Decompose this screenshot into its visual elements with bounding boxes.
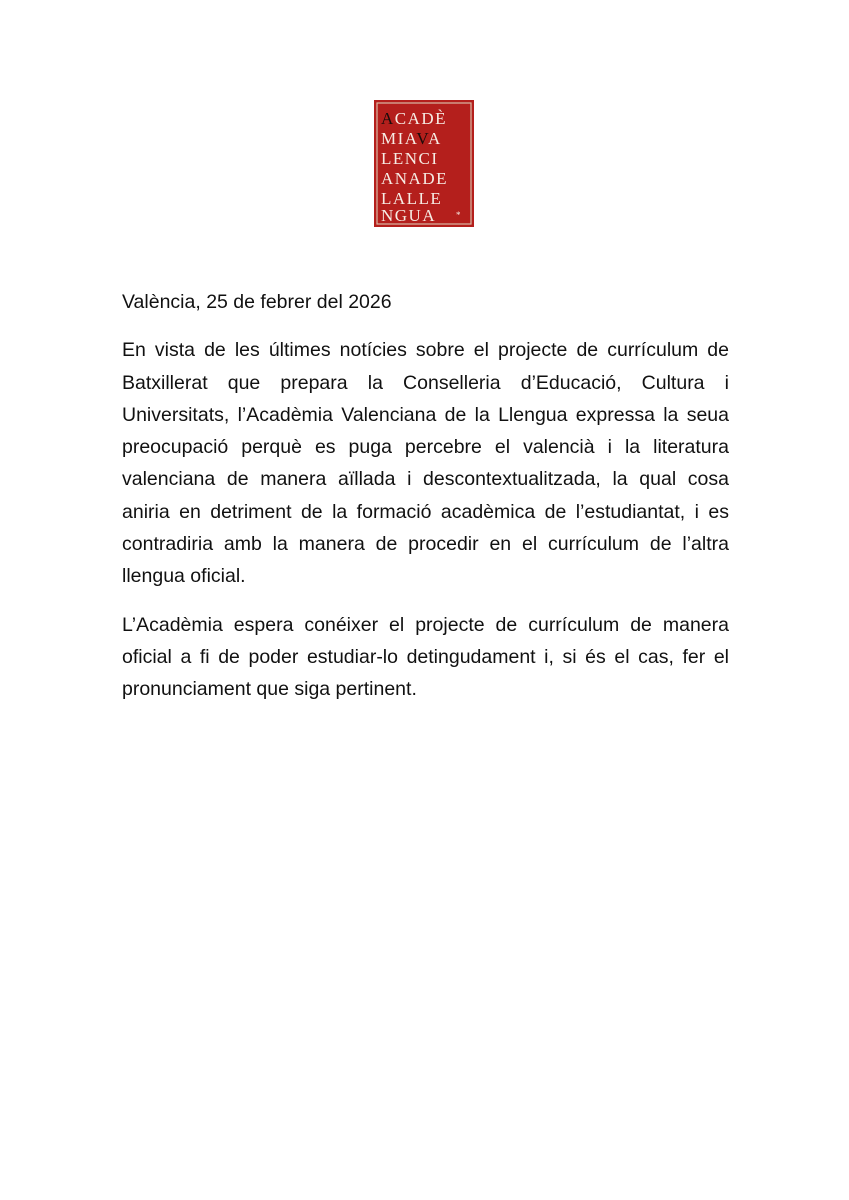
letter-body xyxy=(122,286,729,722)
svg-text:ANADE: ANADE xyxy=(381,169,448,188)
svg-text:NGUA: NGUA xyxy=(381,206,437,225)
svg-text:LENCI: LENCI xyxy=(381,149,439,168)
svg-text:*: * xyxy=(456,210,462,220)
letter-paragraph-2: L’Acadèmia espera conéixer el projecte de currículum de manera oficial a fi de poder estudiar-lo detingudament i, si és el cas, fer el pronunciament que siga pertinent. xyxy=(122,613,729,701)
letter-paragraph-1: En vista de les últimes notícies sobre el projecte de currículum de Batxillerat que prepara la Conselleria d’Educació, Cultura i Universitats, l’Acadèmia Valenciana de la Llengua expressa la seua preocupació perquè es puga percebre el valencià i la literatura valenciana de manera aïllada i descontextualitzada, la qual cosa aniria en detriment de la formació acadèmica de l’estudiantat, i es contradiria amb la manera de procedir en el currículum de l’altra llengua oficial. xyxy=(122,339,729,588)
academia-logo-graphic xyxy=(374,100,474,227)
academia-logo xyxy=(374,100,474,227)
svg-text:MIAVA: MIAVA xyxy=(381,129,442,148)
letter-date: València, 25 de febrer del 2026 xyxy=(122,291,392,313)
svg-text:ACADÈ: ACADÈ xyxy=(381,109,448,128)
svg-text:LALLE: LALLE xyxy=(381,189,443,208)
